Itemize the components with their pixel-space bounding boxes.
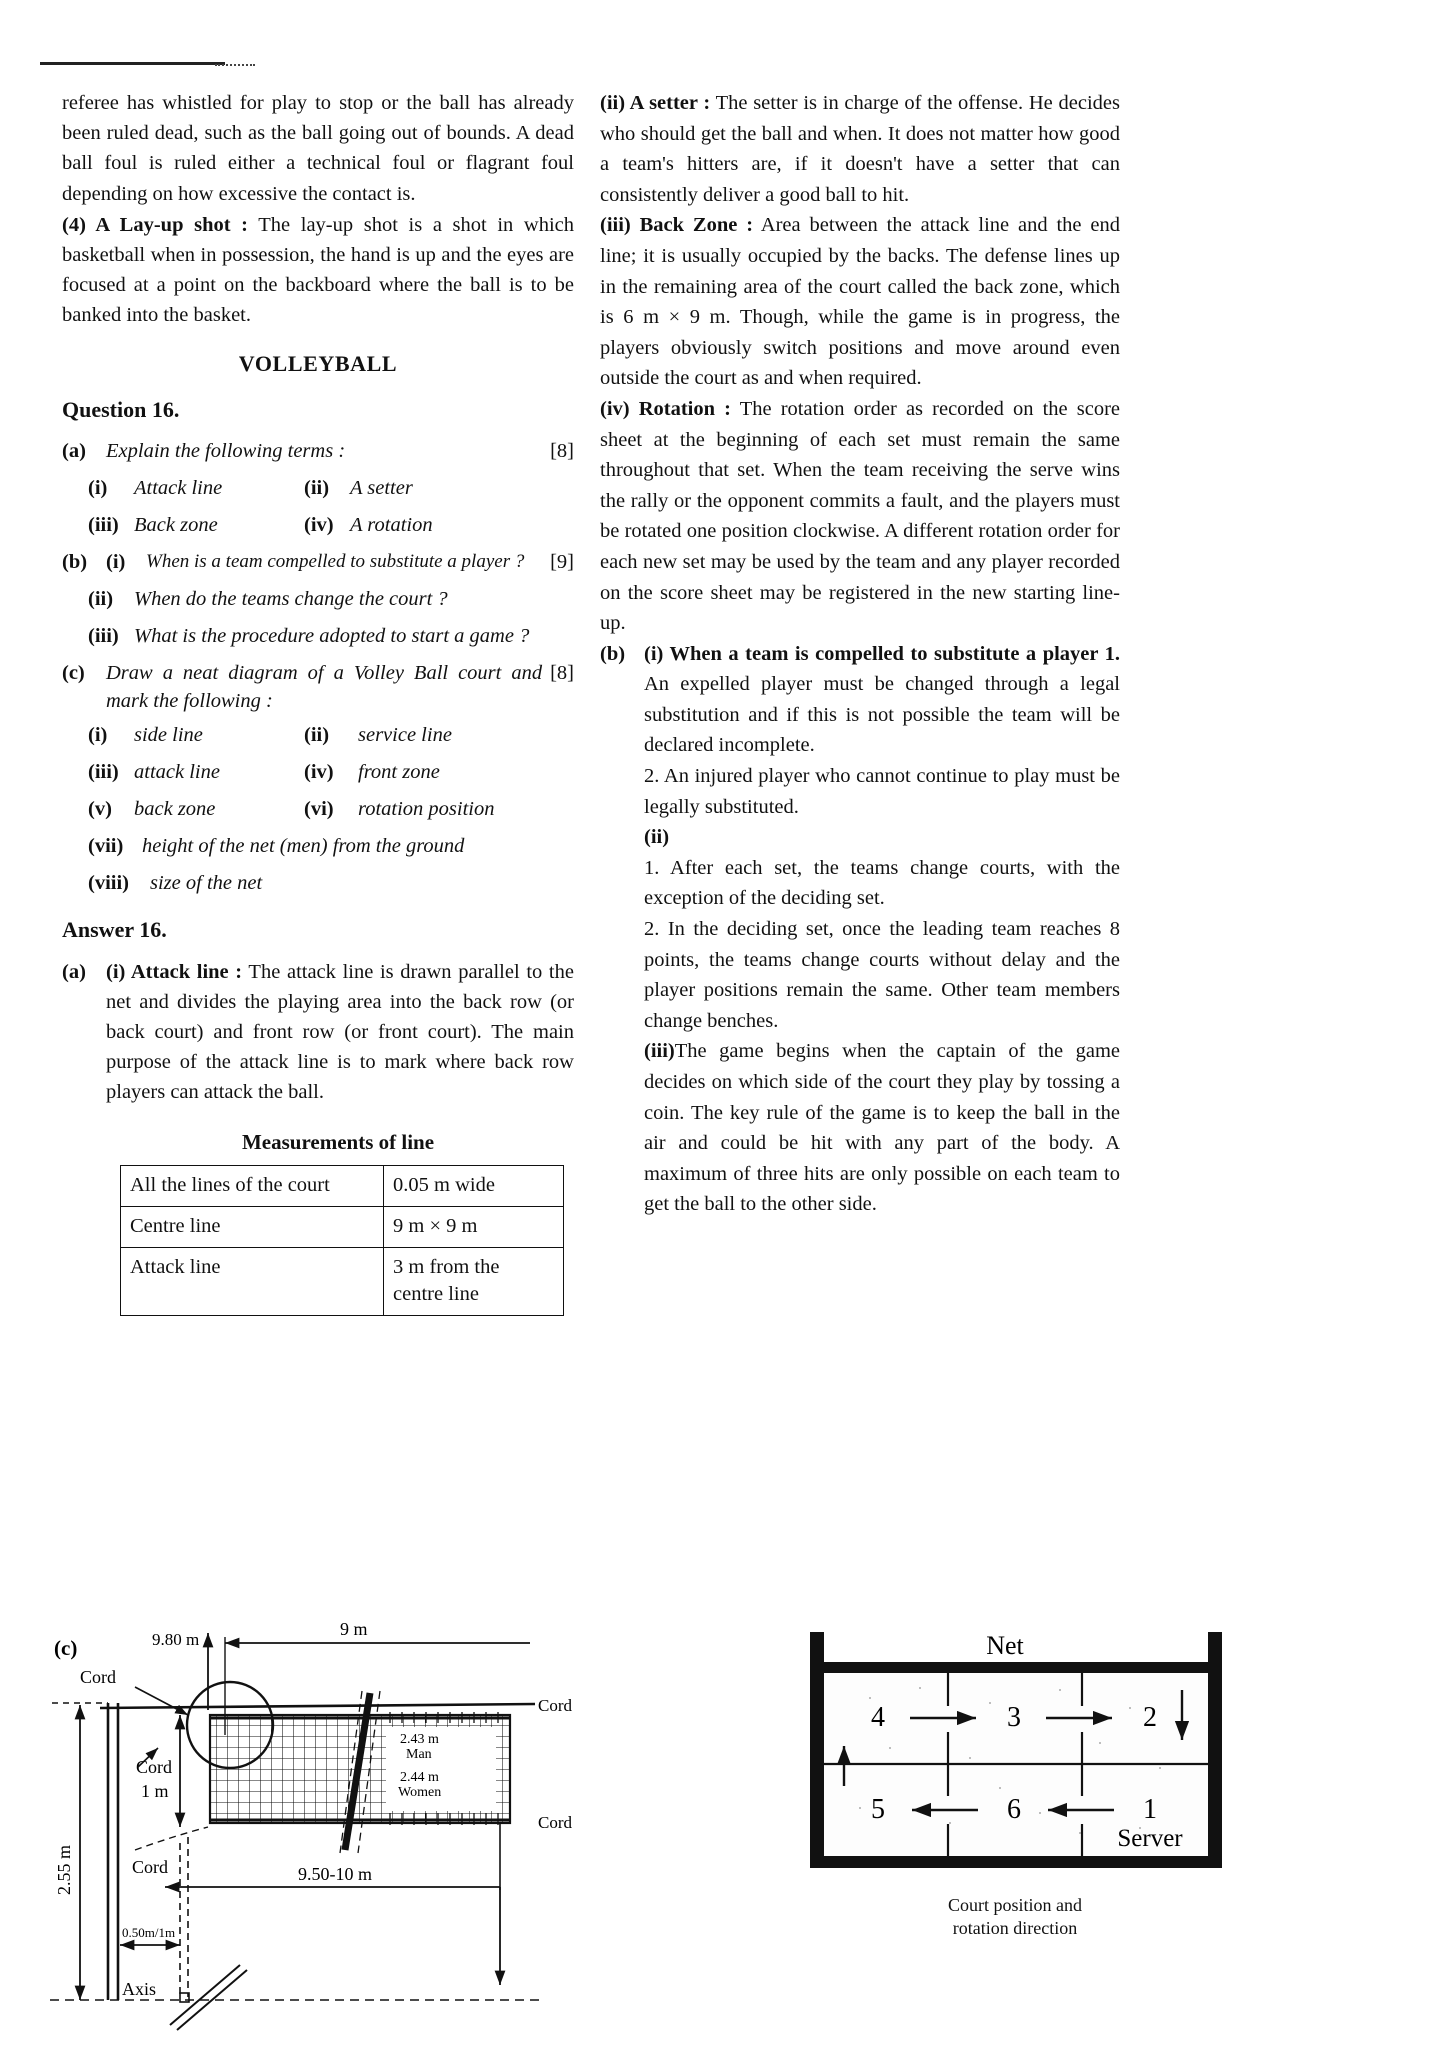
top-rule-dots bbox=[215, 64, 255, 66]
item-number: (iv) bbox=[304, 760, 334, 783]
axis-label: Axis bbox=[122, 1979, 157, 1999]
answer-b-iii-title: (iii) bbox=[644, 1040, 675, 1063]
item-number: (i) bbox=[106, 550, 126, 573]
question-b-row bbox=[62, 548, 574, 576]
table-row bbox=[121, 1206, 564, 1247]
cord-label-bottom: Cord bbox=[132, 1857, 168, 1877]
table-cell-item: Centre line bbox=[121, 1206, 384, 1247]
question-b-marks: [9] bbox=[550, 550, 574, 573]
question-c-item-vii bbox=[62, 832, 574, 860]
answer-a-body bbox=[106, 957, 574, 1108]
item-number: (iii) bbox=[88, 760, 119, 783]
question-c-items-row1 bbox=[62, 721, 574, 749]
rotation-diagram-svg bbox=[800, 1628, 1230, 1888]
b-ii-label: (ii) bbox=[644, 826, 670, 849]
left-column bbox=[62, 88, 574, 1316]
rotation-caption bbox=[800, 1894, 1230, 1940]
item-text: A rotation bbox=[350, 513, 433, 536]
item-a-ii bbox=[304, 474, 574, 502]
item-text: side line bbox=[134, 723, 203, 746]
item-number: (vi) bbox=[304, 797, 334, 820]
position-4: 4 bbox=[871, 1702, 885, 1733]
question-b-label: (b) bbox=[62, 550, 88, 573]
answer-a-title: (i) Attack line : bbox=[106, 960, 243, 983]
answer-iii-backzone bbox=[600, 210, 1120, 394]
net-height-men: 2.43 m bbox=[400, 1732, 439, 1747]
answer-b-ii-point2: 2. In the deciding set, once the leading team reaches 8 points, the teams change courts without delay and the player positions remain the same. Other team members change benches. bbox=[644, 918, 1120, 1032]
rotation-caption-line2: rotation direction bbox=[952, 1918, 1078, 1938]
answer-a-text: The attack line is drawn parallel to the net and divides the playing area into the back row (or back court) and front row (or front court). The main purpose of the attack line is to mark where back row players can attack the ball. bbox=[106, 960, 574, 1104]
net-diagram-svg bbox=[40, 1615, 580, 2045]
layup-text: The lay-up shot is a shot in which basketball when in possession, the hand is up and the eyes are focused at a point on the backboard where the ball is to be banked into the basket. bbox=[62, 213, 574, 327]
setter-text: The setter is in charge of the offense. He decides who should get the ball and when. It does not matter how good a team's hitters are, if it doesn't have a setter that can consistently deliver a good ball to hit. bbox=[600, 92, 1120, 206]
item-number: (v) bbox=[88, 797, 112, 820]
item-c-v bbox=[88, 795, 304, 823]
cord-1m: 1 m bbox=[141, 1781, 169, 1801]
item-text: front zone bbox=[358, 760, 440, 783]
answer-a-label: (a) bbox=[62, 960, 86, 983]
top-rule bbox=[40, 62, 225, 65]
backzone-text: Area between the attack line and the end line; it is usually occupied by the backs. The defense lines up in the remaining area of the court called the back zone, which is 6 m × 9 m. Though, while the game is in progress, the players obviously switch positions and move around even outside the court as and when required. bbox=[600, 214, 1120, 390]
cord-label-right-bottom: Cord bbox=[538, 1813, 572, 1832]
question-a-marks: [8] bbox=[550, 439, 574, 462]
net-height-men-label: Man bbox=[406, 1747, 432, 1762]
net-label: Net bbox=[986, 1631, 1024, 1660]
answer-b-ii-title bbox=[644, 822, 1120, 853]
answer-ii-setter bbox=[600, 88, 1120, 210]
answer-b-ii-point1: 1. After each set, the teams change courts, with the exception of the deciding set. bbox=[644, 856, 1120, 910]
item-text: service line bbox=[358, 723, 452, 746]
item-a-i bbox=[88, 474, 304, 502]
item-c-ii bbox=[304, 721, 574, 749]
item-number: (vii) bbox=[88, 834, 124, 857]
item-number: (ii) bbox=[304, 476, 330, 499]
item-text: back zone bbox=[134, 797, 216, 820]
table-cell-value: 9 m × 9 m bbox=[384, 1206, 564, 1247]
paragraph-referee: referee has whistled for play to stop or the ball has already been ruled dead, such as the ball going out of bounds. A dead ball foul is ruled either a technical foul or flagrant foul depending on how excessive the contact is. bbox=[62, 92, 574, 205]
question-c-row bbox=[62, 659, 574, 715]
question-a-text: Explain the following terms : bbox=[106, 439, 346, 462]
answer-b-label: (b) bbox=[600, 642, 626, 665]
question-c-label: (c) bbox=[62, 661, 85, 684]
measurements-table bbox=[120, 1165, 564, 1316]
question-c-item-viii bbox=[62, 869, 574, 897]
answer-b-block bbox=[600, 639, 1120, 1220]
answer-iv-rotation bbox=[600, 394, 1120, 639]
rotation-title: (iv) Rotation : bbox=[600, 397, 731, 420]
item-text: What is the procedure adopted to start a game ? bbox=[134, 624, 530, 647]
layup-label: (4) A Lay-up shot : bbox=[62, 213, 249, 236]
table-cell-item: All the lines of the court bbox=[121, 1165, 384, 1206]
measurements-table-title: Measurements of line bbox=[241, 1129, 435, 1154]
answer-b-i bbox=[644, 639, 1120, 761]
section-heading-volleyball: VOLLEYBALL bbox=[238, 350, 398, 376]
question-a-body bbox=[106, 437, 574, 465]
answer-b-iii-text: The game begins when the captain of the game decides on which side of the court they play by tossing a coin. The key rule of the game is to keep the ball in the air and could be hit with any part of the body. A maximum of three hits are only possible on each team to get the ball to the other side. bbox=[644, 1040, 1120, 1216]
position-2: 2 bbox=[1143, 1702, 1157, 1733]
item-number: (ii) bbox=[88, 587, 114, 610]
item-text: rotation position bbox=[358, 797, 495, 820]
rotation-caption-line1: Court position and bbox=[948, 1895, 1082, 1915]
answer-b-iii bbox=[644, 1036, 1120, 1220]
volleyball-net-diagram bbox=[40, 1615, 580, 2045]
table-cell-item: Attack line bbox=[121, 1247, 384, 1315]
item-text: height of the net (men) from the ground bbox=[142, 834, 465, 857]
item-text: A setter bbox=[350, 476, 413, 499]
question-heading: Question 16. bbox=[62, 396, 180, 422]
rotation-text: The rotation order as recorded on the score sheet at the beginning of each set must remain the same throughout that set. When the team receiving the serve wins the rally or the opponent commits a fault, and the players must be rotated one position clockwise. A different rotation order for each new set may be used by the team and any player recorded on the score sheet may be registered in the new starting line-up. bbox=[600, 397, 1120, 635]
item-text: size of the net bbox=[150, 871, 263, 894]
item-c-iv bbox=[304, 758, 574, 786]
right-column bbox=[600, 88, 1120, 1220]
dim-950-10m: 9.50-10 m bbox=[298, 1864, 372, 1884]
item-number: (iii) bbox=[88, 513, 119, 536]
net-height-women: 2.44 m bbox=[400, 1770, 439, 1785]
item-number: (viii) bbox=[88, 871, 129, 894]
cord-label-top: Cord bbox=[80, 1667, 116, 1687]
item-c-i bbox=[88, 721, 304, 749]
net-height-women-label: Women bbox=[398, 1785, 442, 1800]
answer-b-content bbox=[644, 639, 1120, 1220]
item-c-vi bbox=[304, 795, 574, 823]
court-rotation-diagram bbox=[800, 1628, 1230, 1938]
item-text: Back zone bbox=[134, 513, 218, 536]
server-label: Server bbox=[1117, 1825, 1183, 1852]
question-a-row bbox=[62, 437, 574, 465]
item-a-iii bbox=[88, 511, 304, 539]
position-6: 6 bbox=[1007, 1794, 1021, 1825]
answer-a-row bbox=[62, 957, 574, 1108]
table-row bbox=[121, 1165, 564, 1206]
table-cell-value: 3 m from the centre line bbox=[384, 1247, 564, 1315]
cord-label-left: Cord bbox=[136, 1757, 172, 1777]
position-1: 1 bbox=[1143, 1794, 1157, 1825]
item-number: (ii) bbox=[304, 723, 330, 746]
setter-title: (ii) A setter : bbox=[600, 92, 711, 114]
item-text: When is a team compelled to substitute a player ? bbox=[146, 550, 525, 572]
item-number: (i) bbox=[88, 476, 108, 499]
question-a-label: (a) bbox=[62, 439, 86, 462]
item-a-iv bbox=[304, 511, 574, 539]
question-c-text: Draw a neat diagram of a Volley Ball court and mark the following : bbox=[106, 661, 543, 712]
question-b-body bbox=[106, 548, 574, 576]
item-number: (i) bbox=[88, 723, 108, 746]
answer-heading: Answer 16. bbox=[62, 916, 167, 942]
backzone-title: (iii) Back Zone : bbox=[600, 214, 754, 237]
position-3: 3 bbox=[1007, 1702, 1021, 1733]
answer-b-i-point2: 2. An injured player who cannot continue to play must be legally substituted. bbox=[644, 765, 1120, 818]
item-c-iii bbox=[88, 758, 304, 786]
answer-b-i-text: An expelled player must be changed through a legal substitution and if this is not possible the team will be declared incomplete. bbox=[644, 673, 1120, 757]
question-c-marks: [8] bbox=[550, 661, 574, 684]
question-c-items-row3 bbox=[62, 795, 574, 823]
question-a-items-row2 bbox=[62, 511, 574, 539]
dim-9m: 9 m bbox=[340, 1619, 368, 1639]
question-c-body bbox=[106, 659, 574, 715]
figure-c-label: (c) bbox=[54, 1636, 78, 1660]
height-255m: 2.55 m bbox=[54, 1844, 74, 1896]
item-number: (iii) bbox=[88, 624, 119, 647]
answer-b-i-title: (i) When a team is compelled to substitute a player 1. bbox=[644, 642, 1120, 665]
question-a-items-row1 bbox=[62, 474, 574, 502]
paragraph-layup bbox=[62, 210, 574, 331]
question-c-items-row2 bbox=[62, 758, 574, 786]
question-b-item-ii bbox=[62, 585, 574, 613]
cord-label-right-top: Cord bbox=[538, 1696, 572, 1715]
item-text: attack line bbox=[134, 760, 220, 783]
position-5: 5 bbox=[871, 1794, 885, 1825]
question-b-item-iii bbox=[62, 622, 574, 650]
dim-980m: 9.80 m bbox=[152, 1630, 200, 1649]
dim-post-distance: 0.50m/1m bbox=[122, 1925, 176, 1940]
table-cell-value: 0.05 m wide bbox=[384, 1165, 564, 1206]
item-number: (iv) bbox=[304, 513, 334, 536]
item-text: Attack line bbox=[134, 476, 223, 499]
item-text: When do the teams change the court ? bbox=[134, 587, 448, 610]
table-row bbox=[121, 1247, 564, 1315]
